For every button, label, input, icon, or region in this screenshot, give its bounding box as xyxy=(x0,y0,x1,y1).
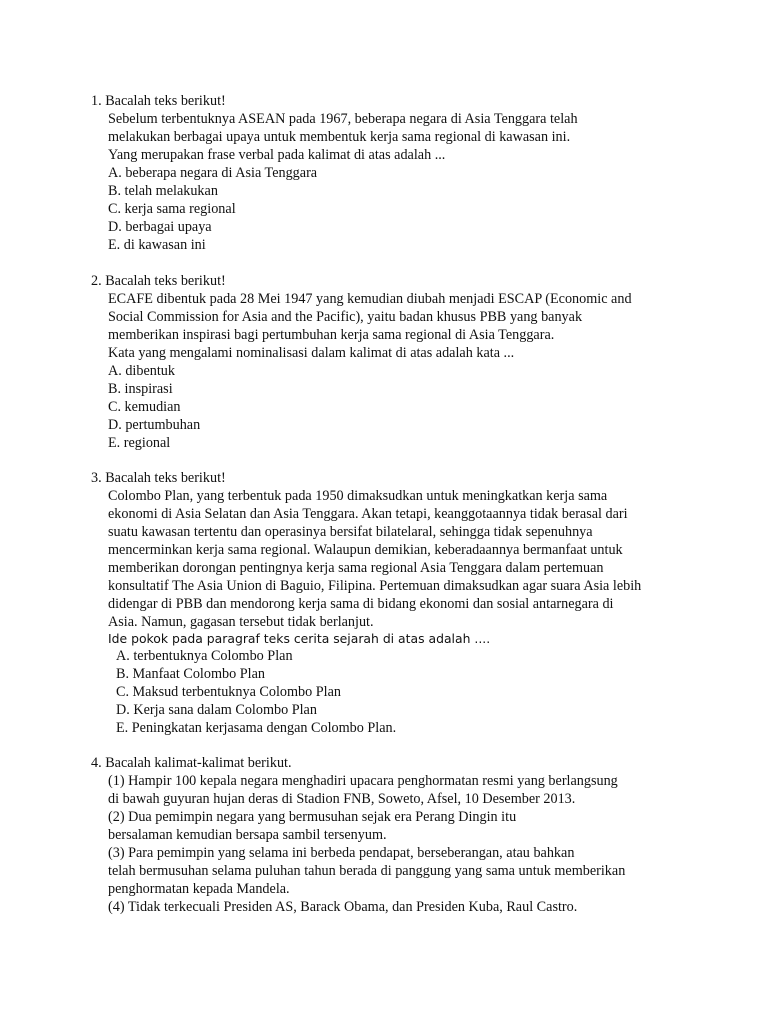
question-3-option-a: A. terbentuknya Colombo Plan xyxy=(116,648,293,664)
question-3-passage-line-3: suatu kawasan tertentu dan operasinya bersifat bilatelaral, sehingga tidak sepenuhnya xyxy=(108,524,593,540)
question-3-option-e: E. Peningkatan kerjasama dengan Colombo Plan. xyxy=(116,720,397,736)
question-3-title: 3. Bacalah teks berikut! xyxy=(91,470,226,486)
question-2-option-e: E. regional xyxy=(108,435,171,451)
question-2-passage-line-3: memberikan inspirasi bagi pertumbuhan kerja sama regional di Asia Tenggara. xyxy=(108,327,555,343)
question-3-option-b: B. Manfaat Colombo Plan xyxy=(116,666,265,682)
question-3-option-d: D. Kerja sana dalam Colombo Plan xyxy=(116,702,317,718)
question-3-passage-line-5: memberikan dorongan pentingnya kerja sama regional Asia Tenggara dalam pertemuan xyxy=(108,560,604,576)
question-2-passage-line-2: Social Commission for Asia and the Pacific), yaitu badan khusus PBB yang banyak xyxy=(108,309,583,325)
question-3-passage-line-4: mencerminkan kerja sama regional. Walaupun demikian, keberadaannya bermanfaat untuk xyxy=(108,542,623,558)
question-1-passage-line-2: melakukan berbagai upaya untuk membentuk kerja sama regional di kawasan ini. xyxy=(108,129,571,145)
question-2-option-d: D. pertumbuhan xyxy=(108,417,201,433)
question-2-prompt: Kata yang mengalami nominalisasi dalam kalimat di atas adalah kata ... xyxy=(108,345,515,361)
question-2-option-c: C. kemudian xyxy=(108,399,181,415)
question-3-passage-line-6: konsultatif The Asia Union di Baguio, Filipina. Pertemuan dimaksudkan agar suara Asia lebih xyxy=(108,578,642,594)
question-1-option-d: D. berbagai upaya xyxy=(108,219,212,235)
question-3-passage-line-8: Asia. Namun, gagasan tersebut tidak berlanjut. xyxy=(108,614,374,630)
question-1-option-e: E. di kawasan ini xyxy=(108,237,206,253)
question-4-sentence-line-8: (4) Tidak terkecuali Presiden AS, Barack Obama, dan Presiden Kuba, Raul Castro. xyxy=(108,899,578,915)
question-1-option-a: A. beberapa negara di Asia Tenggara xyxy=(108,165,318,181)
question-4-sentence-line-2: di bawah guyuran hujan deras di Stadion FNB, Soweto, Afsel, 10 Desember 2013. xyxy=(108,791,576,807)
question-2-option-a: A. dibentuk xyxy=(108,363,175,379)
question-4-sentence-line-7: penghormatan kepada Mandela. xyxy=(108,881,290,897)
question-2-title: 2. Bacalah teks berikut! xyxy=(91,273,226,289)
question-2-passage-line-1: ECAFE dibentuk pada 28 Mei 1947 yang kemudian diubah menjadi ESCAP (Economic and xyxy=(108,291,632,307)
question-1-prompt: Yang merupakan frase verbal pada kalimat di atas adalah ... xyxy=(108,147,446,163)
question-1-passage-line-1: Sebelum terbentuknya ASEAN pada 1967, beberapa negara di Asia Tenggara telah xyxy=(108,111,578,127)
question-4-sentence-line-4: bersalaman kemudian bersapa sambil tersenyum. xyxy=(108,827,387,843)
question-3-passage-line-7: didengar di PBB dan mendorong kerja sama di bidang ekonomi dan sosial antarnegara di xyxy=(108,596,614,612)
question-4-title: 4. Bacalah kalimat-kalimat berikut. xyxy=(91,755,292,771)
question-1-option-c: C. kerja sama regional xyxy=(108,201,236,217)
question-3-passage-line-1: Colombo Plan, yang terbentuk pada 1950 dimaksudkan untuk meningkatkan kerja sama xyxy=(108,488,608,504)
question-3-passage-line-2: ekonomi di Asia Selatan dan Asia Tenggara. Akan tetapi, keanggotaannya tidak berasal dari xyxy=(108,506,628,522)
question-4-sentence-line-6: telah bermusuhan selama puluhan tahun berada di panggung yang sama untuk memberikan xyxy=(108,863,626,879)
question-1-title: 1. Bacalah teks berikut! xyxy=(91,93,226,109)
question-2-option-b: B. inspirasi xyxy=(108,381,173,397)
question-4-sentence-line-5: (3) Para pemimpin yang selama ini berbeda pendapat, berseberangan, atau bahkan xyxy=(108,845,575,861)
question-1-option-b: B. telah melakukan xyxy=(108,183,218,199)
question-3-prompt: Ide pokok pada paragraf teks cerita sejarah di atas adalah .... xyxy=(108,631,491,646)
question-4-sentence-line-1: (1) Hampir 100 kepala negara menghadiri upacara penghormatan resmi yang berlangsung xyxy=(108,773,618,789)
question-4-sentence-line-3: (2) Dua pemimpin negara yang bermusuhan sejak era Perang Dingin itu xyxy=(108,809,517,825)
question-3-option-c: C. Maksud terbentuknya Colombo Plan xyxy=(116,684,342,700)
